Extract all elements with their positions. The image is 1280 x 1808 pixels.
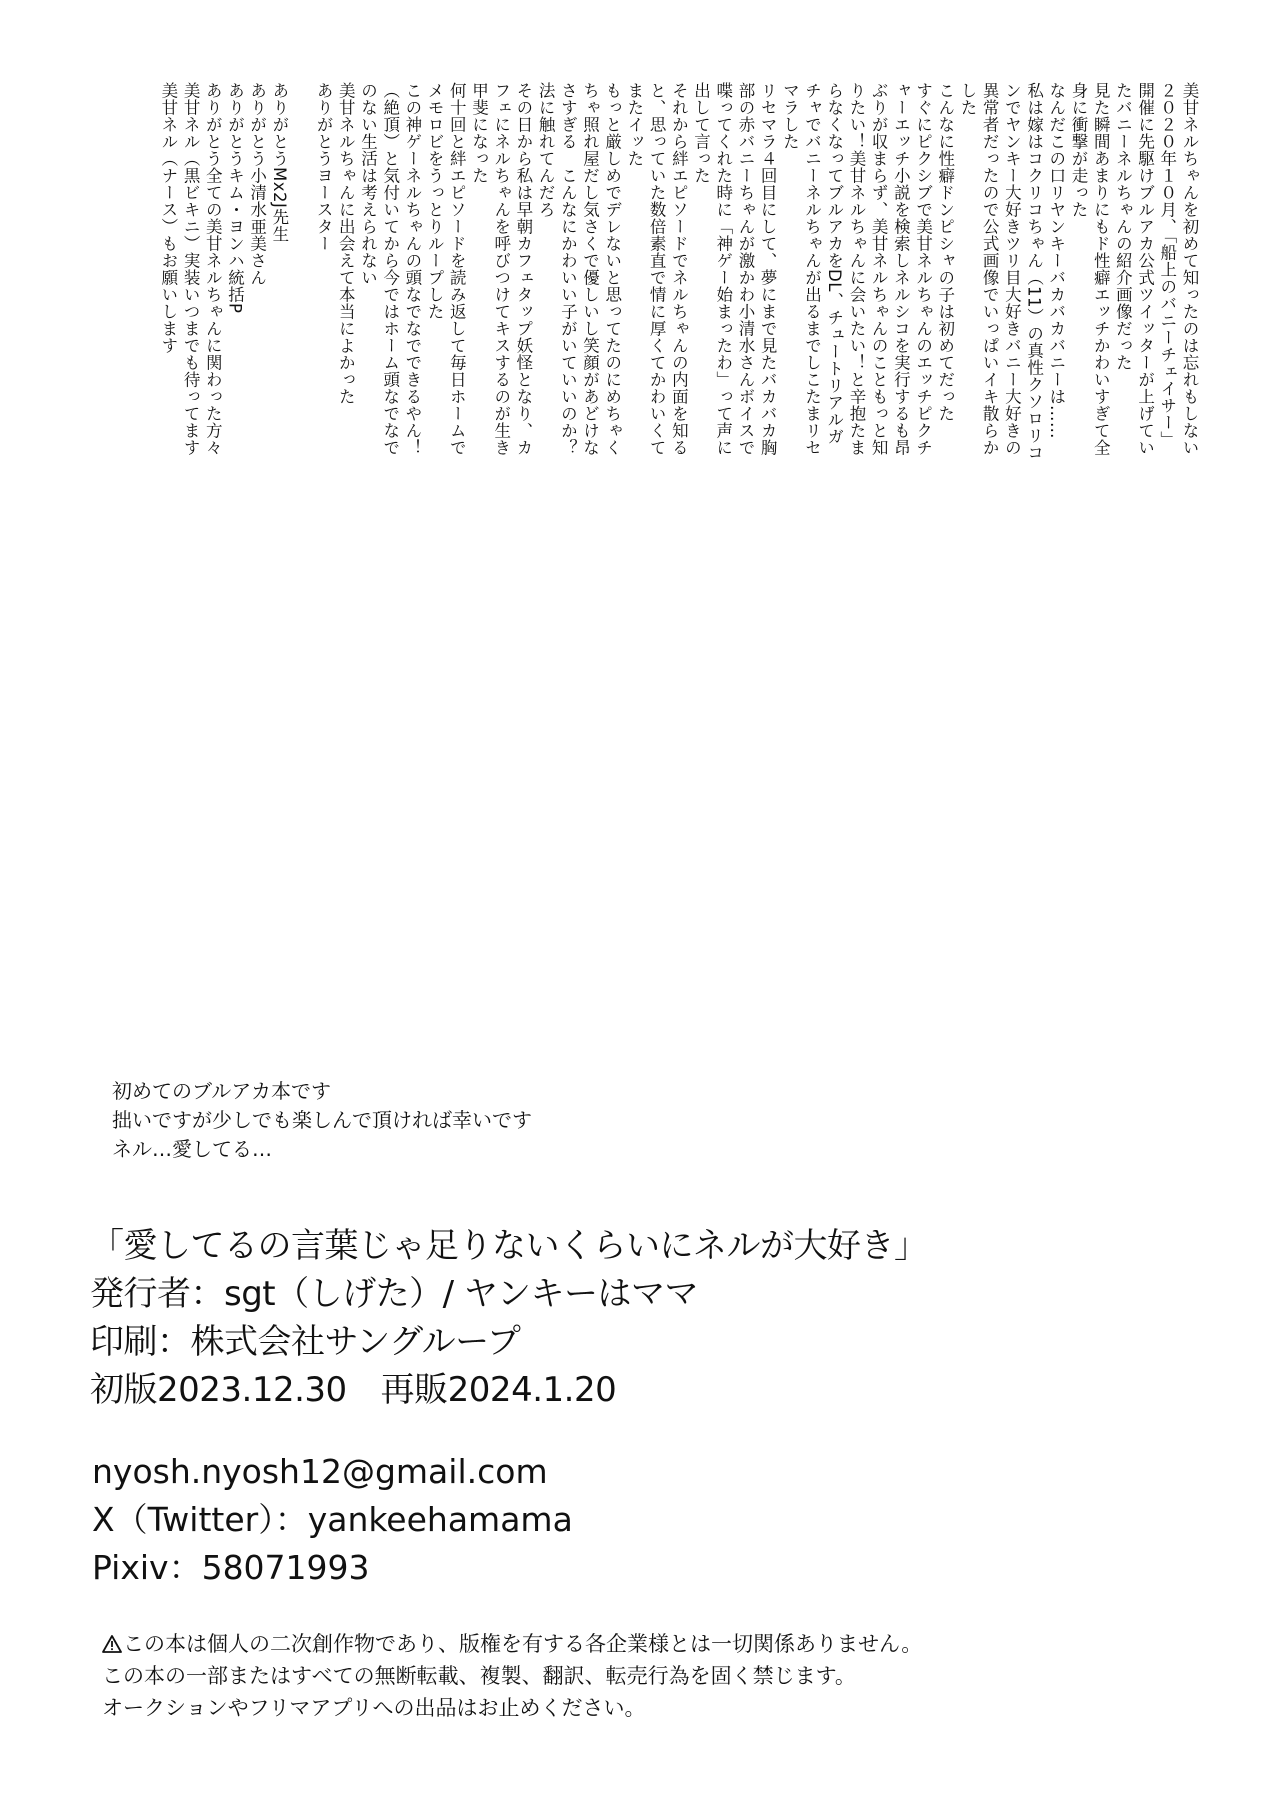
afterword-line: と、思っていた数倍素直で情に厚くてかわいくて <box>647 82 667 456</box>
afterword-line: 美甘ネル（黒ビキニ）実装いつまでも待ってます <box>181 82 201 456</box>
notice-line <box>102 1628 922 1660</box>
author-note <box>112 1077 532 1164</box>
afterword-line: 開催に先駆けブルアカ公式ツイッターが上げてい <box>1135 82 1155 456</box>
notice-text: この本は個人の二次創作物であり、版権を有する各企業様とは一切関係ありません。 <box>123 1632 923 1656</box>
afterword-line: こんなに性癖ドンピシャの子は初めてだった <box>935 82 955 422</box>
email-address: nyosh.nyosh12@gmail.com <box>92 1452 548 1491</box>
afterword-line: 法に触れてんだろ <box>536 82 556 218</box>
pixiv-id: Pixiv：58071993 <box>92 1548 370 1587</box>
afterword-line: （絶頂）と気付いてから今ではホーム頭なでなで <box>380 82 400 456</box>
afterword-line: 身に衝撃が走った <box>1068 82 1088 218</box>
afterword-line: 部の赤バニーちゃんが激かわ小清水さんボイスで <box>735 82 755 456</box>
afterword-line: 何十回と絆エピソードを読み返して毎日ホームで <box>447 82 467 456</box>
afterword-line: ぶりが収まらず、美甘ネルちゃんのこともっと知 <box>869 82 889 456</box>
afterword-line: ちゃ照れ屋だし気さくで優しいし笑顔があどけな <box>580 82 600 456</box>
x-twitter-handle: X（Twitter）：yankeehamama <box>92 1500 573 1539</box>
afterword-line: らなくなってブルアカをDL、チュートリアルガ <box>824 82 844 445</box>
afterword-line: ンでヤンキー大好きツリ目大好きバニー大好きの <box>1002 82 1022 456</box>
copyright-notice <box>102 1628 922 1724</box>
afterword-line: 甲斐になった <box>469 82 489 184</box>
publisher-line: 発行者：sgt（しげた）/ ヤンキーはママ <box>90 1274 699 1314</box>
afterword-line: のない生活は考えられない <box>358 82 378 286</box>
reprint-edition: 再販2024.1.20 <box>380 1370 617 1410</box>
afterword-line: もっと厳しめでデレないと思ってたのにめちゃく <box>602 82 622 456</box>
afterword-line: マラした <box>780 82 800 150</box>
afterword-line: ありがとうMx2J先生 <box>269 82 289 243</box>
afterword-line: ２０２０年１０月、「船上のバニーチェイサー」 <box>1157 82 1177 448</box>
afterword-line: りたい！美甘ネルちゃんに会いたい！と辛抱たま <box>846 82 866 456</box>
colophon <box>90 1222 928 1414</box>
afterword-line: 出して言った <box>691 82 711 184</box>
afterword-line: 見た瞬間あまりにもド性癖エッチかわいすぎて全 <box>1091 82 1111 456</box>
afterword-line: ャーエッチ小説を検索しネルシコを実行するも昂 <box>891 82 911 456</box>
afterword-line: ありがとう全ての美甘ネルちゃんに関わった方々 <box>203 82 223 456</box>
afterword-line: 美甘ネル（ナース）もお願いします <box>158 82 178 354</box>
afterword-line: すぐにピクシブで美甘ネルちゃんのエッチピクチ <box>913 82 933 456</box>
printer-line: 印刷：株式会社サングループ <box>90 1322 521 1362</box>
warning-icon <box>102 1630 122 1648</box>
afterword-line: ありがとう小清水亜美さん <box>247 82 267 286</box>
contacts <box>92 1448 573 1592</box>
afterword-vertical-text <box>158 82 1200 822</box>
afterword-line: この神ゲーネルちゃんの頭なでなでできるやん！ <box>402 82 422 456</box>
afterword-line: またイッた <box>624 82 644 167</box>
note-line: ネル…愛してる… <box>112 1137 272 1161</box>
afterword-line: リセマラ４回目にして、夢にまで見たバカバカ胸 <box>758 82 778 456</box>
edition-line <box>90 1366 928 1414</box>
afterword-line: フェにネルちゃんを呼びつけてキスするのが生き <box>491 82 511 456</box>
note-line: 拙いですが少しでも楽しんで頂ければ幸いです <box>112 1108 532 1132</box>
note-line: 初めてのブルアカ本です <box>112 1079 331 1103</box>
afterword-line: ありがとうキム・ヨンハ統括P <box>225 82 245 314</box>
notice-line: この本の一部またはすべての無断転載、複製、翻訳、転売行為を固く禁じます。 <box>102 1664 856 1688</box>
afterword-line: たバニーネルちゃんの紹介画像だった <box>1113 82 1133 371</box>
afterword-line: チャでバニーネルちゃんが出るまでしこたまリセ <box>802 82 822 456</box>
afterword-line: なんだこの口リヤンキーバカバカバニーは…… <box>1046 82 1066 439</box>
afterword-line: 美甘ネルちゃんを初めて知ったのは忘れもしない <box>1180 82 1199 456</box>
afterword-line: 私は嫁はコクリコちゃん（11）の真性クソロリコ <box>1024 82 1044 461</box>
afterword-line: さすぎる こんなにかわいい子がいていいのか？ <box>558 82 578 456</box>
afterword-line: メモロビをうっとりループした <box>425 82 445 320</box>
afterword-line: 美甘ネルちゃんに出会えて本当によかった <box>336 82 356 405</box>
afterword-line: それから絆エピソードでネルちゃんの内面を知る <box>669 82 689 456</box>
first-edition: 初版2023.12.30 <box>90 1370 347 1410</box>
book-title: 「愛してるの言葉じゃ足りないくらいにネルが大好き」 <box>90 1226 928 1266</box>
afterword-line: その日から私は早朝カフェタップ妖怪となり、カ <box>513 82 533 456</box>
afterword-line: 喋ってくれた時に「神ゲー始まったわ」って声に <box>713 82 733 456</box>
afterword-line: した <box>957 82 977 116</box>
notice-line: オークションやフリマアプリへの出品はお止めください。 <box>102 1696 646 1720</box>
afterword-line: ありがとうヨースター <box>314 82 334 252</box>
afterword-line: 異常者だったので公式画像でいっぱいイキ散らか <box>980 82 1000 456</box>
